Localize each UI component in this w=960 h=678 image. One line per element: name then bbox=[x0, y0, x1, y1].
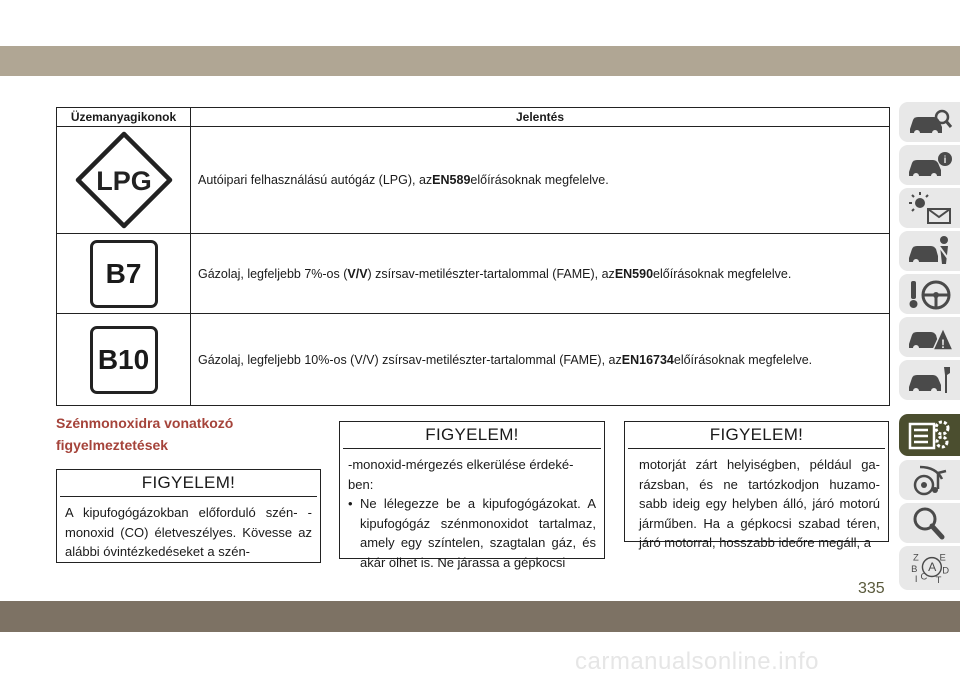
header-meaning: Jelentés bbox=[515, 110, 565, 124]
b10-description bbox=[191, 314, 889, 406]
section-title-line2: figyelmeztetések bbox=[56, 437, 169, 453]
letter-c: C bbox=[920, 571, 927, 583]
tab-alphabet-index[interactable] bbox=[899, 546, 960, 590]
lpg-icon-label: LPG bbox=[95, 166, 152, 196]
warning-bullet: • Ne lélegezze be a kipufogógázokat. A kipufogógáz szénmonoxidot tartalmaz, amely egy színtelen, szagtalan gáz, és akár ölhet is. Ne járassa a gépkocsi bbox=[348, 494, 596, 572]
warning-body bbox=[340, 449, 604, 572]
b7-description bbox=[191, 234, 889, 313]
warning-text: A kipufogógázokban előforduló szén- -monoxid (CO) életveszélyes. Kövesse az alábbi óvintézkedéseket a szén- bbox=[65, 505, 312, 559]
b10-text-end: előírásoknak megfelelve. bbox=[673, 353, 813, 367]
b7-icon: B7 bbox=[90, 240, 158, 308]
car-service-icon bbox=[906, 363, 954, 397]
car-warning-icon bbox=[906, 320, 954, 354]
svg-text:!: ! bbox=[940, 337, 945, 351]
warning-text: motorját zárt helyiségben, például ga- rázsban, és ne tartózkodjon huzamo- sabb ideig egy helyben álló, járó motorú járműben. Ha a gépkocsi szabad téren, járó motorral, hosszabb ideőre megáll, a bbox=[639, 457, 880, 550]
letter-i: I bbox=[914, 574, 918, 585]
header-fuel-icons: Üzemanyagikonok bbox=[57, 108, 191, 126]
svg-text:i: i bbox=[943, 155, 946, 166]
warning-box-2 bbox=[339, 421, 605, 570]
multimedia-icon bbox=[906, 463, 954, 497]
page-number: 335 bbox=[858, 580, 885, 597]
warning-title: FIGYELEM! bbox=[343, 422, 601, 449]
b7-text-mid: ) zsírsav-metilészter-tartalommal (FAME), az bbox=[367, 266, 615, 281]
warning-body bbox=[57, 497, 320, 562]
warning-lights-message-icon bbox=[906, 191, 954, 225]
warning-box-1 bbox=[56, 469, 321, 563]
b10-text: Gázolaj, legfeljebb 10%-os (V/V) zsírsav-metilészter-tartalommal (FAME), az bbox=[198, 353, 622, 367]
tab-steering[interactable] bbox=[899, 274, 960, 314]
b10-icon-cell bbox=[57, 314, 191, 406]
tab-car-search[interactable] bbox=[899, 102, 960, 142]
letter-z: Z bbox=[912, 552, 919, 564]
lpg-icon bbox=[57, 127, 191, 233]
search-index-icon bbox=[906, 506, 954, 540]
tab-multimedia[interactable] bbox=[899, 460, 960, 500]
table-header bbox=[57, 108, 889, 127]
table-row bbox=[57, 314, 889, 406]
warning-body bbox=[625, 449, 888, 553]
letter-d: D bbox=[941, 565, 949, 577]
tab-search-index[interactable] bbox=[899, 503, 960, 543]
lpg-text-end: előírásoknak megfelelve. bbox=[470, 173, 609, 187]
tab-specifications[interactable] bbox=[899, 414, 960, 456]
b10-standard: EN16734 bbox=[621, 353, 674, 367]
fuel-icons-table bbox=[56, 107, 890, 406]
table-row bbox=[57, 127, 889, 234]
b7-text: Gázolaj, legfeljebb 7%-os ( bbox=[198, 266, 348, 281]
tab-car-service[interactable] bbox=[899, 360, 960, 400]
tab-car-info[interactable] bbox=[899, 145, 960, 185]
lpg-standard: EN589 bbox=[432, 173, 471, 187]
warning-box-3 bbox=[624, 421, 889, 550]
lpg-text: Autóipari felhasználású autógáz (LPG), az bbox=[198, 173, 433, 187]
top-color-band bbox=[0, 46, 960, 76]
letter-e: E bbox=[938, 552, 946, 564]
tab-warning-lights[interactable] bbox=[899, 188, 960, 228]
warning-intro: -monoxid-mérgezés elkerülése érdeké- ben: bbox=[348, 457, 574, 492]
warning-title: FIGYELEM! bbox=[628, 422, 885, 449]
warning-title: FIGYELEM! bbox=[60, 470, 317, 497]
b7-icon-cell bbox=[57, 234, 191, 313]
bottom-color-band bbox=[0, 601, 960, 632]
section-title-line1: Szénmonoxidra vonatkozó bbox=[56, 415, 234, 431]
letter-t: T bbox=[935, 575, 941, 585]
steering-wheel-icon bbox=[906, 277, 954, 311]
section-title bbox=[56, 412, 296, 456]
car-search-icon bbox=[906, 105, 954, 139]
letter-a: A bbox=[927, 559, 936, 574]
lpg-description bbox=[191, 127, 889, 233]
b7-vv: V/V bbox=[347, 266, 368, 281]
table-row bbox=[57, 234, 889, 314]
car-info-icon bbox=[906, 148, 954, 182]
letter-b: B bbox=[910, 563, 917, 575]
b7-text-end: előírásoknak megfelelve. bbox=[653, 266, 792, 281]
specs-gear-icon bbox=[906, 418, 954, 452]
car-safety-icon bbox=[906, 234, 954, 268]
tab-car-safety[interactable] bbox=[899, 231, 960, 271]
b7-standard: EN590 bbox=[614, 266, 654, 281]
watermark: carmanualsonline.info bbox=[575, 648, 819, 675]
b10-icon: B10 bbox=[90, 326, 158, 394]
tab-car-warning[interactable] bbox=[899, 317, 960, 357]
alphabet-index-icon bbox=[906, 551, 954, 585]
